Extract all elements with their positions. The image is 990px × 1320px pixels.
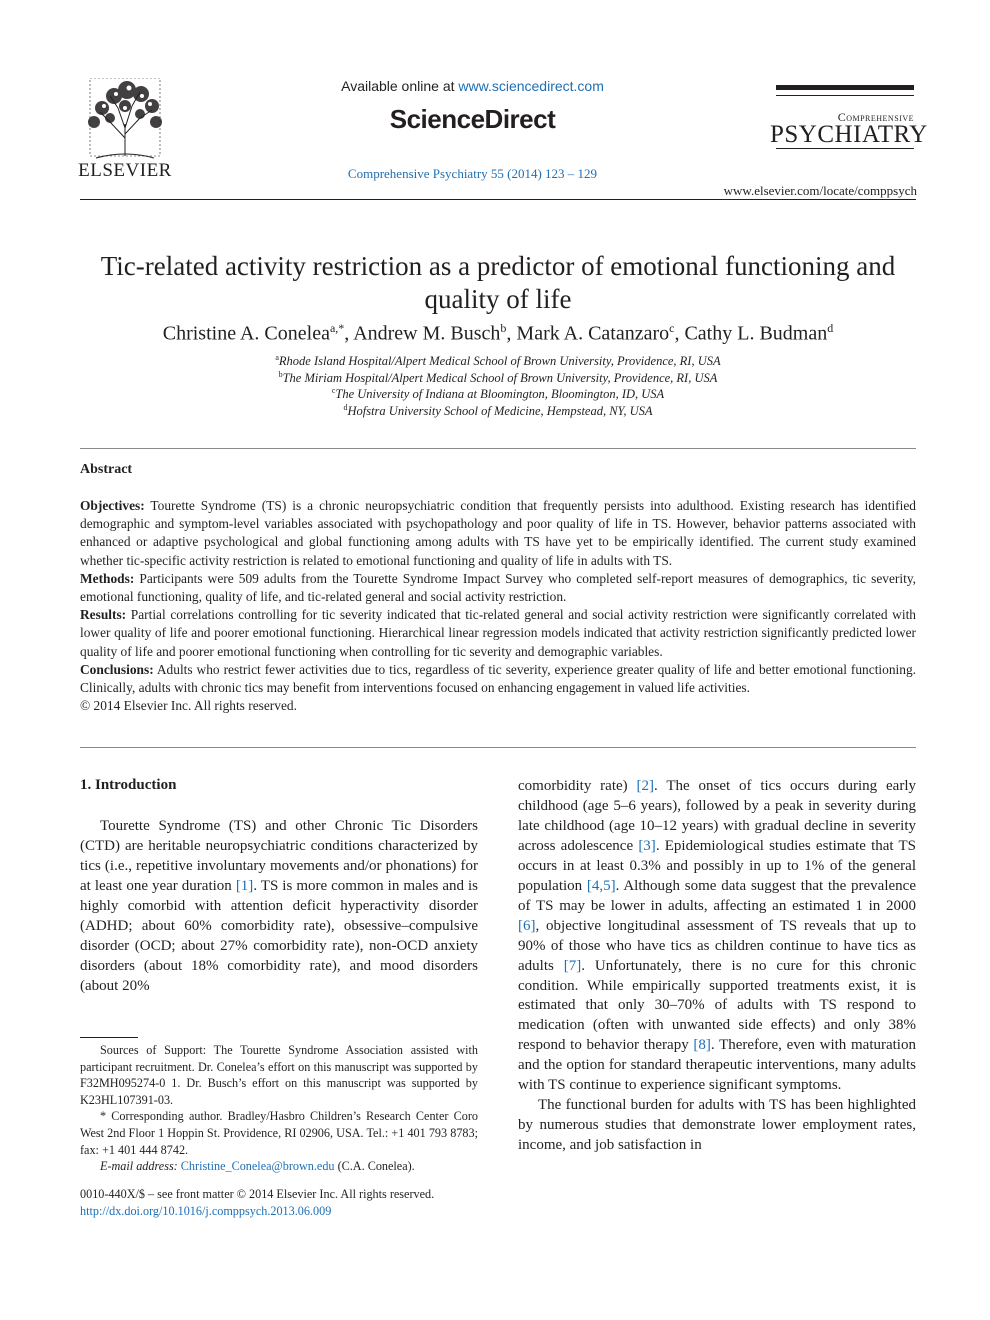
- email-suffix: (C.A. Conelea).: [334, 1159, 415, 1174]
- citation-link[interactable]: [8]: [693, 1037, 711, 1054]
- body-text: . Although some data suggest that the prevalence of TS may be lower in adults, affecting an estimated 1 in 2000: [518, 877, 916, 914]
- body-text: . TS is more common in males and is highly comorbid with attention deficit hyperactivity disorder (ADHD; about 60% comorbidity rate), obsessive–compulsive disorder (OCD; about 27% comorbidity rate), non-OCD anxiety disorders (about 18% comorbidity rate), and mood disorders (about 20%: [80, 877, 478, 994]
- article-title: Tic-related activity restriction as a predictor of emotional functioning and quality of life: [100, 251, 896, 314]
- author-separator: ,: [344, 322, 354, 345]
- body-paragraph: [518, 777, 916, 1096]
- available-online-label: Available online at: [341, 78, 459, 94]
- available-online: [300, 78, 645, 94]
- author-name: Andrew M. Busch: [353, 322, 501, 345]
- issn-line: 0010-440X/$ – see front matter © 2014 Elsevier Inc. All rights reserved.: [80, 1187, 435, 1201]
- body-text: Tourette Syndrome (TS) and other Chronic Tic Disorders (CTD) are heritable neuropsychiatric conditions characterized by tics (i.e., repetitive involuntary movements and/or phonations) for at least one year duration: [80, 818, 478, 894]
- affiliation-text: Hofstra University School of Medicine, Hempstead, NY, USA: [347, 403, 653, 418]
- citation-link[interactable]: [2]: [636, 778, 654, 794]
- abstract-section-text: Adults who restrict fewer activities due to tics, regardless of tic severity, experience greater quality of life and better emotional functioning. Clinically, adults with chronic tics may benefit from interventions focused on enhancing engagement in valued life activities.: [80, 661, 916, 696]
- abstract-section-label: Objectives:: [80, 498, 145, 513]
- abstract-section: [80, 606, 916, 661]
- affiliation-marker: c: [331, 386, 336, 395]
- author-affiliation-marker: d: [827, 321, 834, 335]
- affiliation-marker: a: [275, 353, 279, 362]
- journal-url[interactable]: www.elsevier.com/locate/comppsych: [723, 183, 917, 198]
- author-affiliation-marker: a,*: [329, 321, 345, 335]
- affiliation: [80, 353, 916, 369]
- abstract-section-text: Participants were 509 adults from the Tourette Syndrome Impact Survey who completed self-report measures of demographics, tic severity, emotional functioning, quality of life, and tic-related general and social activity restriction.: [80, 570, 916, 605]
- abstract-section-label: Conclusions:: [80, 661, 154, 677]
- journal-logo-rule: [776, 148, 914, 149]
- author-name: Mark A. Catanzaro: [516, 322, 670, 345]
- body-text: . Therefore, even with maturation and the option for standard therapeutic interventions, many adults with TS continue to experience significant symptoms.: [518, 1037, 916, 1094]
- journal-citation[interactable]: Comprehensive Psychiatry 55 (2014) 123 – 129: [347, 166, 598, 181]
- body-text: , objective longitudinal assessment of TS reveals that up to 90% of those who have tics as children continue to have tics as adults: [518, 917, 916, 974]
- abstract-copyright: © 2014 Elsevier Inc. All rights reserved.: [80, 698, 297, 714]
- body-column-right: [518, 777, 916, 1156]
- abstract-section-label: Methods:: [80, 570, 135, 586]
- author-separator: ,: [506, 322, 517, 345]
- affiliation-text: The University of Indiana at Bloomington, Bloomington, ID, USA: [335, 387, 665, 402]
- body-text: . Unfortunately, there is no cure for this chronic condition. While empirically supported treatments exist, it is estimated that only 30–70% of adults with TS respond to medication (often with unwanted side effects) and only 38% respond to behavior therapy: [518, 957, 916, 1054]
- journal-logo-rule: [776, 85, 914, 90]
- affiliation-text: Rhode Island Hospital/Alpert Medical School of Brown University, Providence, RI, USA: [278, 354, 721, 369]
- section-heading: 1. Introduction: [80, 777, 177, 793]
- body-paragraph: [80, 817, 478, 997]
- abstract-divider-bottom: [80, 747, 916, 748]
- author-affiliation-marker: c: [669, 321, 675, 335]
- author-name: Christine A. Conelea: [162, 322, 330, 345]
- body-text: The functional burden for adults with TS has been highlighted by numerous studies that demonstrate lower employment rates, income, and job satisfaction in: [518, 1097, 916, 1154]
- email-footnote: [80, 1158, 478, 1175]
- abstract-body: [80, 497, 916, 715]
- affiliation-marker: b: [278, 369, 283, 379]
- abstract-divider-top: [80, 448, 916, 449]
- citation-link[interactable]: [4,5]: [586, 877, 616, 894]
- body-column-left: [80, 817, 478, 997]
- body-text: . Epidemiological studies estimate that TS occurs in at least 0.3% and possibly in up to 1% of the general population: [518, 837, 917, 894]
- abstract-section: [80, 570, 916, 606]
- email-link[interactable]: Christine_Conelea@brown.edu: [180, 1159, 335, 1174]
- citation-link[interactable]: [6]: [518, 917, 536, 934]
- footnote-divider: [80, 1037, 138, 1038]
- header-divider: [80, 199, 916, 200]
- author-name: Cathy L. Budman: [684, 322, 828, 345]
- affiliation: [80, 386, 916, 402]
- affiliation-text: The Miriam Hospital/Alpert Medical School of Brown University, Providence, RI, USA: [282, 370, 718, 385]
- abstract-section: [80, 497, 916, 570]
- abstract-section: [80, 661, 916, 697]
- journal-logo-small: Comprehensive: [837, 110, 914, 124]
- abstract-heading: Abstract: [80, 462, 133, 477]
- citation-link[interactable]: [3]: [638, 837, 656, 854]
- journal-logo-rule: [776, 95, 914, 96]
- author-separator: ,: [674, 322, 685, 345]
- corresponding-author-footnote: * Corresponding author. Bradley/Hasbro Children’s Research Center Coro West 2nd Floor 1 Hoppin St. Providence, RI 02906, USA. Tel.: +1 401 793 8783; fax: +1 401 444 8742.: [80, 1109, 478, 1157]
- front-matter: [80, 1186, 478, 1219]
- affiliation: [80, 403, 916, 419]
- footnotes: [80, 1042, 478, 1175]
- sciencedirect-logo: ScienceDirect: [389, 104, 556, 134]
- email-label: E-mail address:: [100, 1159, 178, 1174]
- abstract-section-text: Partial correlations controlling for tic severity indicated that tic-related general and social activity restriction were significantly correlated with lower quality of life and poorer emotional functioning. Hierarchical linear regression models indicated that activity restriction significantly predicted lower quality of life and poorer emotional functioning when controlling for tic severity and demographic variables.: [80, 607, 916, 659]
- sciencedirect-link[interactable]: www.sciencedirect.com: [458, 78, 604, 94]
- affiliation-marker: d: [343, 402, 348, 412]
- citation-link[interactable]: [1]: [235, 877, 254, 894]
- affiliation: [80, 370, 916, 386]
- doi-link[interactable]: http://dx.doi.org/10.1016/j.comppsych.2013.06.009: [80, 1203, 332, 1218]
- journal-logo-large: PSYCHIATRY: [770, 121, 928, 148]
- body-paragraph: [518, 1096, 916, 1156]
- citation-link[interactable]: [7]: [563, 957, 582, 974]
- abstract-section-label: Results:: [80, 607, 127, 623]
- body-text: . The onset of tics occurs during early childhood (age 5–6 years), followed by a peak in severity during late childhood (age 10–12 years) with gradual decline in severity across adolescence: [518, 778, 917, 854]
- author-list: [80, 321, 916, 346]
- body-text: comorbidity rate): [518, 778, 637, 794]
- publisher-name: ELSEVIER: [78, 160, 172, 181]
- author-affiliation-marker: b: [500, 321, 507, 335]
- abstract-section-text: Tourette Syndrome (TS) is a chronic neuropsychiatric condition that frequently persists into adulthood. Existing research has identified demographic and symptom-level variables associated with psychopathology and poor quality of life in TS. However, behavior patterns associated with enhanced or adaptive psychological and global functioning among adults with TS have yet to be empirically identified. The current study examined whether tic-specific activity restriction is related to emotional functioning and quality of life in adults with TS.: [80, 498, 916, 568]
- support-footnote: Sources of Support: The Tourette Syndrome Association assisted with participant recruitment. Dr. Conelea’s effort on this manuscript was supported by F32MH095274-0 1. Dr. Busch’s effort on this manuscript was supported by K23HL107391-03.: [80, 1043, 478, 1107]
